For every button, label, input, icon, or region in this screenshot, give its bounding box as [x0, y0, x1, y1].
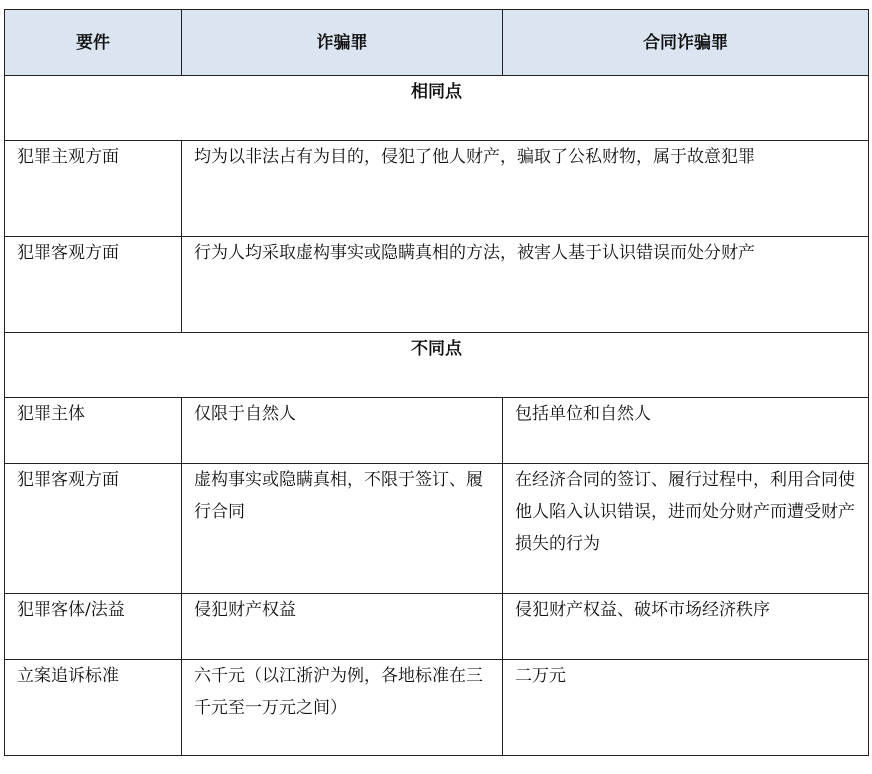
table-row [5, 141, 869, 237]
cell-contract-fraud: 侵犯财产权益、破坏市场经济秩序 [503, 594, 869, 660]
cell-fraud: 六千元（以江浙沪为例，各地标准在三千元至一万元之间） [182, 660, 503, 756]
table-row [5, 398, 869, 464]
cell-contract-fraud: 在经济合同的签订、履行过程中，利用合同使他人陷入认识错误，进而处分财产而遭受财产损失的行为 [503, 464, 869, 594]
header-contract-fraud: 合同诈骗罪 [503, 10, 869, 76]
cell-contract-fraud: 二万元 [503, 660, 869, 756]
cell-fraud: 仅限于自然人 [182, 398, 503, 464]
row-label: 犯罪主体 [5, 398, 182, 464]
row-label: 犯罪客观方面 [5, 464, 182, 594]
row-value: 行为人均采取虚构事实或隐瞒真相的方法，被害人基于认识错误而处分财产 [182, 237, 869, 333]
header-element: 要件 [5, 10, 182, 76]
comparison-table [4, 9, 869, 756]
row-label: 犯罪客体/法益 [5, 594, 182, 660]
section-row-same [5, 76, 869, 141]
cell-contract-fraud: 包括单位和自然人 [503, 398, 869, 464]
cell-fraud: 侵犯财产权益 [182, 594, 503, 660]
row-label: 犯罪客观方面 [5, 237, 182, 333]
table-row [5, 464, 869, 594]
header-row [5, 10, 869, 76]
section-row-diff [5, 333, 869, 398]
table-row [5, 594, 869, 660]
table-row [5, 237, 869, 333]
table-row [5, 660, 869, 756]
row-label: 立案追诉标准 [5, 660, 182, 756]
row-value: 均为以非法占有为目的，侵犯了他人财产，骗取了公私财物，属于故意犯罪 [182, 141, 869, 237]
section-title-diff: 不同点 [5, 333, 869, 398]
header-fraud: 诈骗罪 [182, 10, 503, 76]
section-title-same: 相同点 [5, 76, 869, 141]
cell-fraud: 虚构事实或隐瞒真相，不限于签订、履行合同 [182, 464, 503, 594]
row-label: 犯罪主观方面 [5, 141, 182, 237]
